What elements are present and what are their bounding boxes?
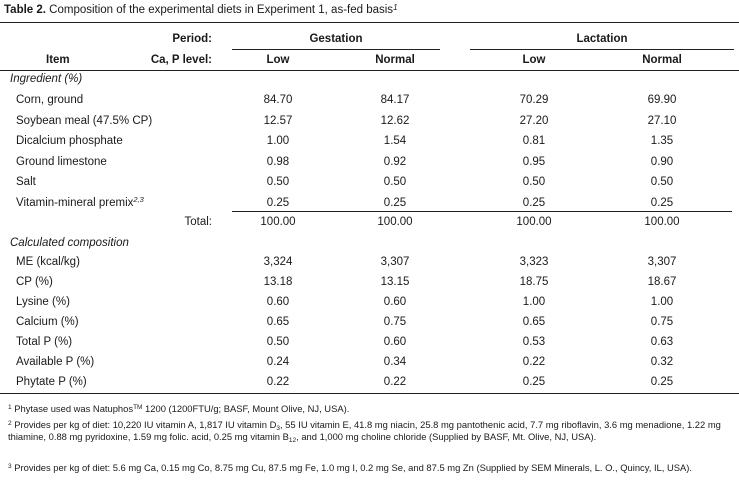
cell-gestation-low: 0.50 [266, 336, 290, 348]
cell-lactation-low: 0.53 [522, 336, 546, 348]
ca-p-level-label: Ca, P level: [150, 54, 212, 66]
footnote-2-text-a: Provides per kg of diet: 10,220 IU vitamin A, 1,817 IU vitamin D [11, 419, 277, 430]
footnote-1-number: 1 [8, 404, 12, 411]
cell-lactation-normal: 0.25 [650, 196, 674, 209]
total-gestation-low: 100.00 [260, 216, 296, 228]
gestation-header: Gestation [309, 33, 363, 45]
footnote-3-number: 3 [8, 463, 12, 470]
cell-gestation-normal: 0.22 [383, 376, 407, 388]
row-label-text: Soybean meal (47.5% CP) [16, 114, 153, 127]
cell-lactation-low: 27.20 [519, 114, 549, 127]
total-lactation-low: 100.00 [516, 216, 552, 228]
row-label-note-ref: 2,3 [133, 194, 144, 204]
cell-lactation-normal: 18.67 [647, 276, 677, 288]
cell-lactation-normal: 0.32 [650, 356, 674, 368]
row-label-text: Dicalcium phosphate [16, 135, 123, 147]
table-caption [4, 3, 398, 17]
cell-lactation-normal: 0.50 [650, 176, 674, 188]
cell-gestation-low: 3,324 [263, 256, 293, 268]
cell-lactation-low: 0.81 [522, 135, 546, 147]
row-label-text: Vitamin-mineral premix [16, 196, 134, 209]
row-label-text: Salt [16, 176, 36, 188]
lactation-group-rule [470, 49, 734, 50]
total-rule [232, 211, 732, 212]
row-label-text: Phytate P (%) [16, 376, 87, 388]
cell-gestation-normal: 12.62 [380, 114, 410, 127]
footnote-1-text-a: Phytase used was Natuphos [11, 403, 134, 414]
row-label [16, 275, 53, 289]
footnote-2-sub-b: 12 [288, 437, 297, 444]
row-label [16, 175, 36, 189]
row-label-text: Corn, ground [16, 94, 84, 106]
footnote-2-sub-a: 3 [276, 425, 280, 432]
lactation-header: Lactation [576, 33, 628, 45]
table-caption-text: Composition of the experimental diets in Experiment 1, as-fed basis [45, 4, 394, 16]
cell-gestation-normal: 0.75 [383, 316, 407, 328]
lactation-low-header: Low [522, 54, 546, 66]
item-column-header: Item [46, 54, 70, 66]
cell-lactation-normal: 0.25 [650, 376, 674, 388]
cell-lactation-low: 3,323 [519, 256, 549, 268]
header-bottom-rule [0, 70, 739, 71]
cell-lactation-low: 0.25 [522, 376, 546, 388]
row-label [16, 295, 70, 309]
cell-gestation-normal: 0.60 [383, 296, 407, 308]
cell-gestation-low: 0.98 [266, 155, 290, 168]
cell-lactation-normal: 1.35 [650, 135, 674, 147]
cell-gestation-low: 1.00 [266, 135, 290, 147]
row-label-text: ME (kcal/kg) [16, 256, 80, 268]
table-caption-note-ref: 1 [393, 3, 398, 12]
row-label [16, 255, 80, 269]
row-label-text: Ground limestone [16, 155, 107, 168]
gestation-low-header: Low [266, 54, 290, 66]
cell-lactation-low: 70.29 [519, 94, 549, 106]
row-label [16, 134, 123, 148]
gestation-group-rule [232, 49, 440, 50]
footnote-1-tm: TM [133, 404, 143, 411]
cell-lactation-normal: 0.75 [650, 316, 674, 328]
row-label-text: Available P (%) [16, 356, 95, 368]
table-caption-label: Table 2. [4, 4, 46, 16]
row-label [16, 355, 94, 369]
lactation-normal-header: Normal [642, 54, 682, 66]
cell-lactation-low: 0.50 [522, 176, 546, 188]
cell-lactation-low: 0.25 [522, 196, 546, 209]
cell-gestation-normal: 0.34 [383, 356, 407, 368]
footnote-1 [8, 403, 734, 415]
row-label-text: Lysine (%) [16, 296, 70, 308]
cell-lactation-normal: 1.00 [650, 296, 674, 308]
cell-gestation-normal: 3,307 [380, 256, 410, 268]
total-lactation-normal: 100.00 [644, 216, 680, 228]
row-label [16, 375, 87, 389]
cell-lactation-normal: 0.63 [650, 336, 674, 348]
cell-gestation-normal: 0.25 [383, 196, 407, 209]
cell-lactation-low: 0.65 [522, 316, 546, 328]
row-label-text: Total P (%) [16, 336, 73, 348]
total-gestation-normal: 100.00 [377, 216, 413, 228]
cell-gestation-low: 13.18 [263, 276, 293, 288]
cell-lactation-normal: 0.90 [650, 155, 674, 168]
cell-lactation-low: 1.00 [522, 296, 546, 308]
cell-lactation-normal: 27.10 [647, 114, 677, 127]
cell-gestation-low: 0.22 [266, 376, 290, 388]
cell-gestation-low: 84.70 [263, 94, 293, 106]
total-label: Total: [184, 216, 212, 228]
footnote-2 [8, 419, 734, 443]
cell-lactation-normal: 3,307 [647, 256, 677, 268]
cell-gestation-low: 12.57 [263, 114, 293, 127]
cell-gestation-low: 0.65 [266, 316, 290, 328]
cell-gestation-low: 0.25 [266, 196, 290, 209]
cell-gestation-low: 0.24 [266, 356, 290, 368]
cell-lactation-normal: 69.90 [647, 94, 677, 106]
row-label-text: Calcium (%) [16, 316, 79, 328]
cell-gestation-normal: 0.92 [383, 155, 407, 168]
row-label [16, 196, 144, 210]
calculated-section-heading: Calculated composition [10, 237, 129, 249]
row-label [16, 93, 83, 107]
gestation-normal-header: Normal [375, 54, 415, 66]
row-label [16, 114, 152, 128]
cell-gestation-low: 0.60 [266, 296, 290, 308]
ingredient-section-heading: Ingredient (%) [10, 73, 83, 85]
footnote-3 [8, 462, 734, 474]
cell-lactation-low: 0.95 [522, 155, 546, 168]
cell-gestation-low: 0.50 [266, 176, 290, 188]
row-label [16, 315, 79, 329]
cell-gestation-normal: 1.54 [383, 135, 407, 147]
row-label [16, 335, 72, 349]
footnote-2-number: 2 [8, 420, 12, 427]
table-top-rule [0, 22, 739, 23]
footnote-1-text-b: 1200 (1200FTU/g; BASF, Mount Olive, NJ, USA). [142, 403, 350, 414]
cell-gestation-normal: 84.17 [380, 94, 410, 106]
cell-gestation-normal: 0.50 [383, 176, 407, 188]
table-bottom-rule [0, 393, 739, 394]
footnote-2-text-c: , and 1,000 mg choline chloride (Supplied by BASF, Mt. Olive, NJ, USA). [296, 431, 597, 442]
row-label-text: CP (%) [16, 276, 53, 288]
cell-gestation-normal: 0.60 [383, 336, 407, 348]
footnote-3-text: Provides per kg of diet: 5.6 mg Ca, 0.15 mg Co, 8.75 mg Cu, 87.5 mg Fe, 1.0 mg I, 0.2 mg Se, and 87.5 mg Zn (Supplied by SEM Minerals, L. O., Quincy, IL, USA). [11, 462, 692, 473]
footnote-2-text-b: , 55 IU vitamin E, 41.8 mg niacin, 25.8 mg pantothenic acid, 7.7 mg riboflavin, 3.6 mg menadione, 1.22 mg thiamine, 0.88 mg pyridoxine, 1.59 mg folic. acid, 0.25 mg vitamin B [8, 419, 721, 442]
period-label: Period: [172, 33, 212, 45]
row-label [16, 155, 107, 169]
cell-lactation-low: 0.22 [522, 356, 546, 368]
cell-gestation-normal: 13.15 [380, 276, 410, 288]
cell-lactation-low: 18.75 [519, 276, 549, 288]
